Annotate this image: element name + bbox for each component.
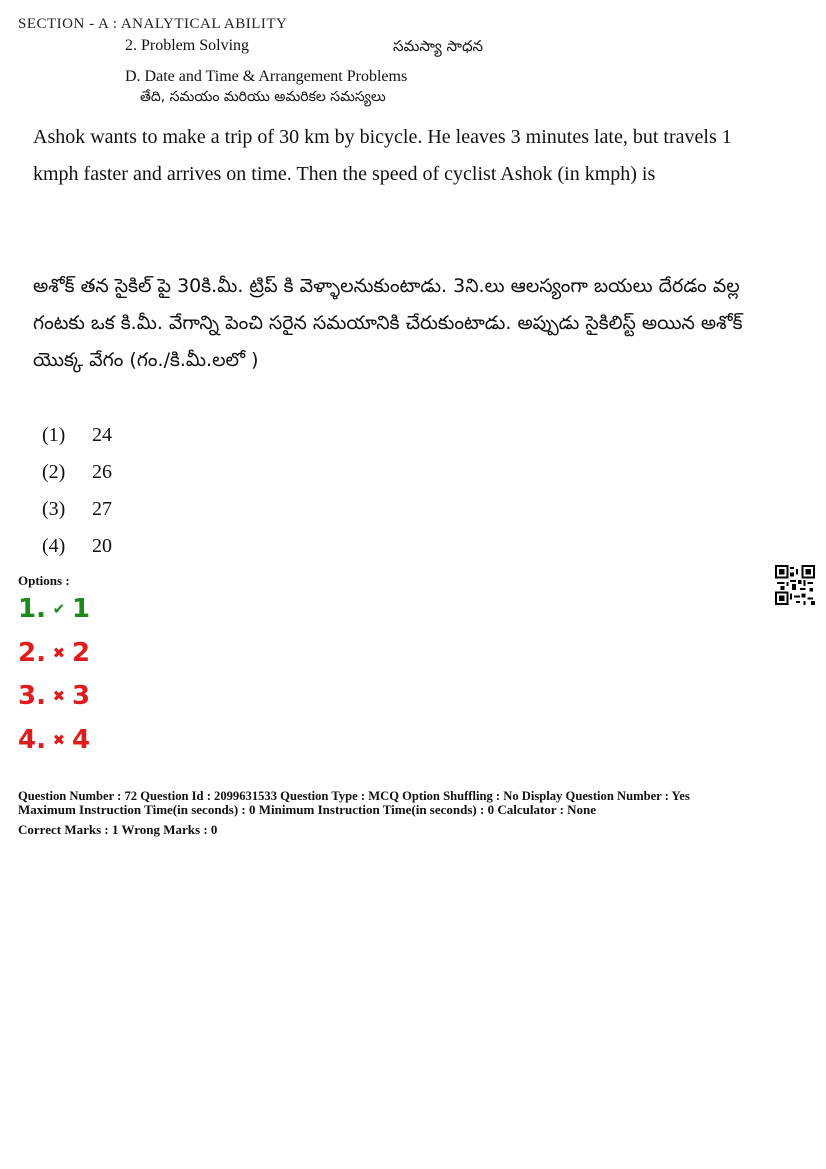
subsection-title: 2. Problem Solving	[125, 37, 250, 54]
choice-value: 24	[92, 424, 112, 446]
choice-value: 26	[92, 461, 112, 483]
choice-4	[42, 535, 112, 558]
answer-option-2	[18, 638, 90, 668]
choice-value: 27	[92, 498, 112, 520]
cross-icon: ✖	[52, 687, 66, 705]
answer-index: 2.	[18, 638, 46, 668]
question-meta-line-2: Maximum Instruction Time(in seconds) : 0 Minimum Instruction Time(in seconds) : 0 Calculator : None	[18, 802, 597, 817]
answer-option-4	[18, 725, 90, 755]
choice-number: (3)	[42, 498, 66, 520]
choice-2	[42, 461, 112, 484]
qr-code-icon	[775, 565, 815, 605]
answer-index: 4.	[18, 725, 46, 755]
options-label: Options :	[18, 573, 70, 588]
answer-value: 4	[71, 725, 91, 755]
answer-index: 1.	[18, 594, 46, 624]
check-icon: ✔	[52, 600, 66, 618]
answer-value: 2	[71, 638, 91, 668]
question-text-english: Ashok wants to make a trip of 30 km by bicycle. He leaves 3 minutes late, but travels 1 kmph faster and arrives on time. Then the speed of cyclist Ashok (in kmph) is	[33, 126, 732, 185]
section-title: SECTION - A : ANALYTICAL ABILITY	[18, 16, 288, 32]
question-meta-line-3: Correct Marks : 1 Wrong Marks : 0	[18, 822, 218, 837]
answer-index: 3.	[18, 681, 46, 711]
question-meta-line-1: Question Number : 72 Question Id : 2099631533 Question Type : MCQ Option Shuffling : No Display Question Number : Yes	[18, 789, 690, 803]
cross-icon: ✖	[52, 644, 66, 662]
choice-value: 20	[92, 535, 112, 557]
choice-number: (2)	[42, 461, 66, 483]
choice-number: (1)	[42, 424, 66, 446]
answer-option-1	[18, 594, 90, 624]
choice-1	[42, 424, 112, 447]
subsection-title-telugu: సమస్యా సాధన	[393, 37, 484, 55]
topic-title-telugu: తేది, సమయం మరియు అమరికల సమస్యలు	[140, 89, 386, 105]
topic-title: D. Date and Time & Arrangement Problems	[125, 68, 408, 85]
answer-option-3	[18, 681, 90, 711]
answer-value: 3	[71, 681, 91, 711]
choice-number: (4)	[42, 535, 66, 557]
question-text-telugu: అశోక్ తన సైకిల్ పై 30కి.మీ. ట్రిప్ కి వెళ్ళాలనుకుంటాడు. 3ని.లు ఆలస్యంగా బయలు దేరడం వల్ల గంటకు ఒక కి.మీ. వేగాన్ని పెంచి సరైన సమయానికి చేరుకుంటాడు. అప్పుడు సైకిలిస్ట్ అయిన అశోక్ యొక్క వేగం (గం./కి.మీ.లలో )	[33, 275, 743, 371]
answer-value: 1	[71, 594, 91, 624]
cross-icon: ✖	[52, 731, 66, 749]
choice-3	[42, 498, 112, 521]
